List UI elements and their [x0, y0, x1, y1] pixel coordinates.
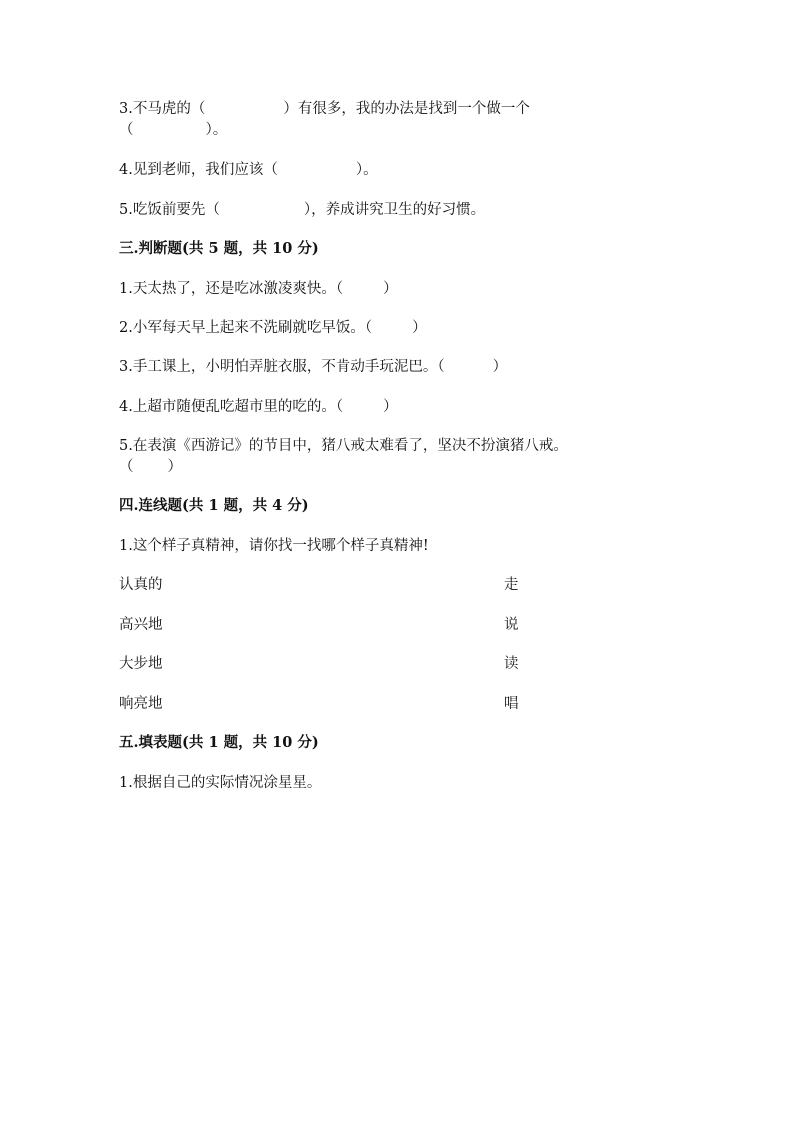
- question-text: （: [119, 122, 134, 138]
- question-text: ）: [383, 281, 398, 297]
- match-right-item[interactable]: 走: [504, 577, 519, 593]
- section-5-heading: 五.填表题(共 1 题，共 10 分): [119, 734, 319, 751]
- question-3-5-line-2: [119, 455, 182, 476]
- match-right-item[interactable]: 唱: [504, 696, 519, 712]
- match-right-item[interactable]: 说: [504, 617, 519, 633]
- match-left-item[interactable]: 响亮地: [119, 696, 163, 712]
- question-text: 4.见到老师，我们应该（: [119, 162, 278, 178]
- question-text: ）: [412, 320, 427, 336]
- question-3-5-line-1: 5.在表演《西游记》的节目中，猪八戒太难看了，坚决不扮演猪八戒。: [119, 438, 568, 454]
- question-3-4: [119, 395, 398, 416]
- question-text: 1.天太热了，还是吃冰激凌爽快。（: [119, 281, 344, 297]
- question-4-1: 1.这个样子真精神，请你找一找哪个样子真精神!: [119, 538, 429, 554]
- question-text: 4.上超市随便乱吃超市里的吃的。（: [119, 399, 344, 415]
- question-text: ）有很多，我的办法是找到一个做一个: [283, 101, 530, 117]
- question-text: ），养成讲究卫生的好习惯。: [303, 202, 486, 218]
- question-2-3-line-2: [119, 118, 227, 139]
- match-left-item[interactable]: 大步地: [119, 656, 163, 672]
- question-3-2: [119, 316, 427, 337]
- question-text: ）。: [355, 162, 378, 178]
- question-text: 3.不马虎的（: [119, 101, 206, 117]
- question-text: 3.手工课上，小明怕弄脏衣服，不肯动手玩泥巴。（: [119, 359, 445, 375]
- match-right-item[interactable]: 读: [504, 656, 519, 672]
- question-2-4: [119, 158, 378, 179]
- question-text: ）。: [205, 122, 228, 138]
- question-text: （: [119, 459, 134, 475]
- match-left-item[interactable]: 认真的: [119, 577, 163, 593]
- question-text: 5.吃饭前要先（: [119, 202, 220, 218]
- section-3-heading: 三.判断题(共 5 题，共 10 分): [119, 240, 319, 257]
- match-left-item[interactable]: 高兴地: [119, 617, 163, 633]
- section-4-heading: 四.连线题(共 1 题，共 4 分): [119, 497, 309, 514]
- question-text: ）: [492, 359, 508, 375]
- question-3-3: [119, 355, 507, 376]
- question-2-3-line-1: [119, 97, 530, 118]
- question-2-5: [119, 198, 485, 219]
- question-3-1: [119, 277, 398, 298]
- question-text: ）: [167, 459, 182, 475]
- question-text: ）: [383, 399, 398, 415]
- question-5-1: 1.根据自己的实际情况涂星星。: [119, 775, 322, 791]
- question-text: 2.小军每天早上起来不洗刷就吃早饭。（: [119, 320, 373, 336]
